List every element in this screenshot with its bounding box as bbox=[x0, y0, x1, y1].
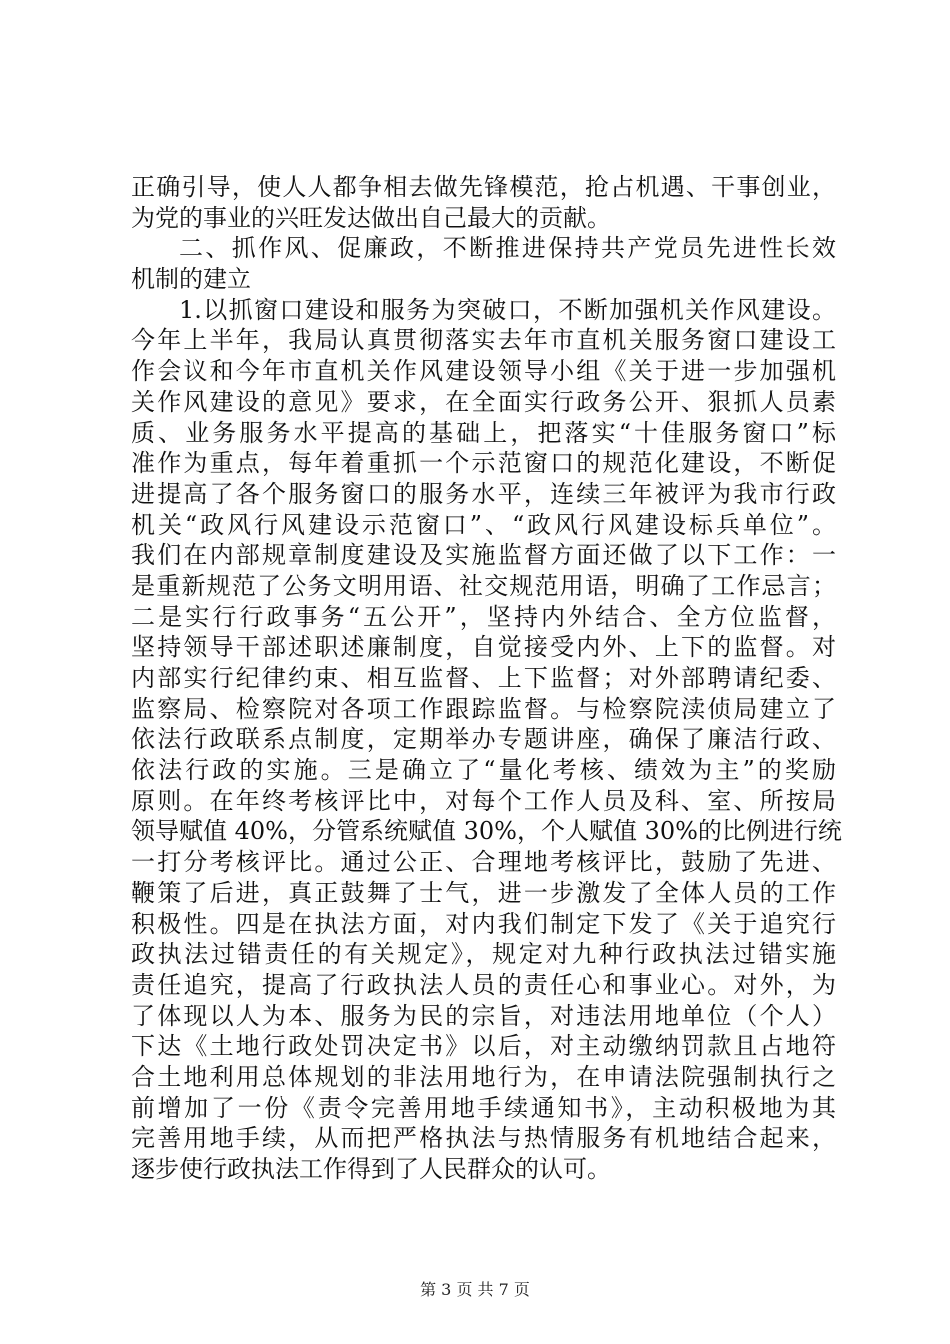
text-line: 前增加了一份《责令完善用地手续通知书》，主动积极地为其 bbox=[131, 1093, 836, 1122]
text-line: 合土地利用总体规划的非法用地行为，在申请法院强制执行之 bbox=[131, 1062, 836, 1091]
text-line: 责任追究，提高了行政执法人员的责任心和事业心。对外，为 bbox=[131, 970, 836, 999]
text-line: 监察局、检察院对各项工作跟踪监督。与检察院渎侦局建立了 bbox=[131, 694, 836, 723]
text-line: 机制的建立 bbox=[131, 265, 251, 294]
text-line: 关作风建设的意见》要求，在全面实行政务公开、狠抓人员素 bbox=[131, 387, 836, 416]
text-line: 依法行政联系点制度，定期举办专题讲座，确保了廉洁行政、 bbox=[131, 725, 836, 754]
text-line: 二、抓作风、促廉政，不断推进保持共产党员先进性长效 bbox=[179, 234, 836, 263]
text-line: 逐步使行政执法工作得到了人民群众的认可。 bbox=[131, 1155, 611, 1183]
text-line: 原则。在年终考核评比中，对每个工作人员及科、室、所按局 bbox=[131, 786, 836, 815]
text-line: 质、业务服务水平提高的基础上，把落实“十佳服务窗口”标 bbox=[131, 418, 836, 447]
text-line: 内部实行纪律约束、相互监督、上下监督；对外部聘请纪委、 bbox=[131, 664, 836, 692]
text-line: 领导赋值 40%，分管系统赋值 30%，个人赋值 30%的比例进行统 bbox=[131, 817, 842, 846]
text-line: 依法行政的实施。三是确立了“量化考核、绩效为主”的奖励 bbox=[131, 756, 836, 785]
text-line: 1.以抓窗口建设和服务为突破口，不断加强机关作风建设。 bbox=[179, 295, 836, 324]
text-line: 为党的事业的兴旺发达做出自己最大的贡献。 bbox=[131, 203, 611, 232]
text-line: 积极性。四是在执法方面，对内我们制定下发了《关于追究行 bbox=[131, 909, 836, 938]
text-line: 政执法过错责任的有关规定》，规定对九种行政执法过错实施 bbox=[131, 940, 836, 969]
text-line: 完善用地手续，从而把严格执法与热情服务有机地结合起来， bbox=[131, 1124, 836, 1153]
text-line: 二是实行行政事务“五公开”，坚持内外结合、全方位监督， bbox=[131, 602, 836, 631]
text-line: 一打分考核评比。通过公正、合理地考核评比，鼓励了先进、 bbox=[131, 848, 836, 877]
text-line: 作会议和今年市直机关作风建设领导小组《关于进一步加强机 bbox=[131, 357, 836, 386]
text-line: 正确引导，使人人都争相去做先锋模范，抢占机遇、干事创业， bbox=[131, 173, 836, 201]
text-line: 了体现以人为本、服务为民的宗旨，对违法用地单位（个人） bbox=[131, 1001, 836, 1030]
text-line: 鞭策了后进，真正鼓舞了士气，进一步激发了全体人员的工作 bbox=[131, 878, 836, 907]
paragraph-p1 bbox=[131, 172, 836, 233]
paragraph-p2 bbox=[131, 233, 836, 294]
text-line: 下达《土地行政处罚决定书》以后，对主动缴纳罚款且占地符 bbox=[131, 1032, 836, 1061]
text-line: 准作为重点，每年着重抓一个示范窗口的规范化建设，不断促 bbox=[131, 449, 836, 478]
text-line: 我们在内部规章制度建设及实施监督方面还做了以下工作：一 bbox=[131, 541, 836, 570]
text-line: 今年上半年，我局认真贯彻落实去年市直机关服务窗口建设工 bbox=[131, 326, 836, 355]
page-footer: 第 3 页 共 7 页 bbox=[420, 1280, 530, 1299]
document-body bbox=[131, 172, 842, 1185]
text-line: 坚持领导干部述职述廉制度，自觉接受内外、上下的监督。对 bbox=[131, 633, 836, 662]
text-line: 进提高了各个服务窗口的服务水平，连续三年被评为我市行政 bbox=[131, 479, 836, 508]
text-line: 机关“政风行风建设示范窗口”、“政风行风建设标兵单位”。 bbox=[131, 510, 836, 539]
text-line: 是重新规范了公务文明用语、社交规范用语，明确了工作忌言； bbox=[131, 571, 836, 600]
paragraph-p3 bbox=[131, 295, 842, 1185]
